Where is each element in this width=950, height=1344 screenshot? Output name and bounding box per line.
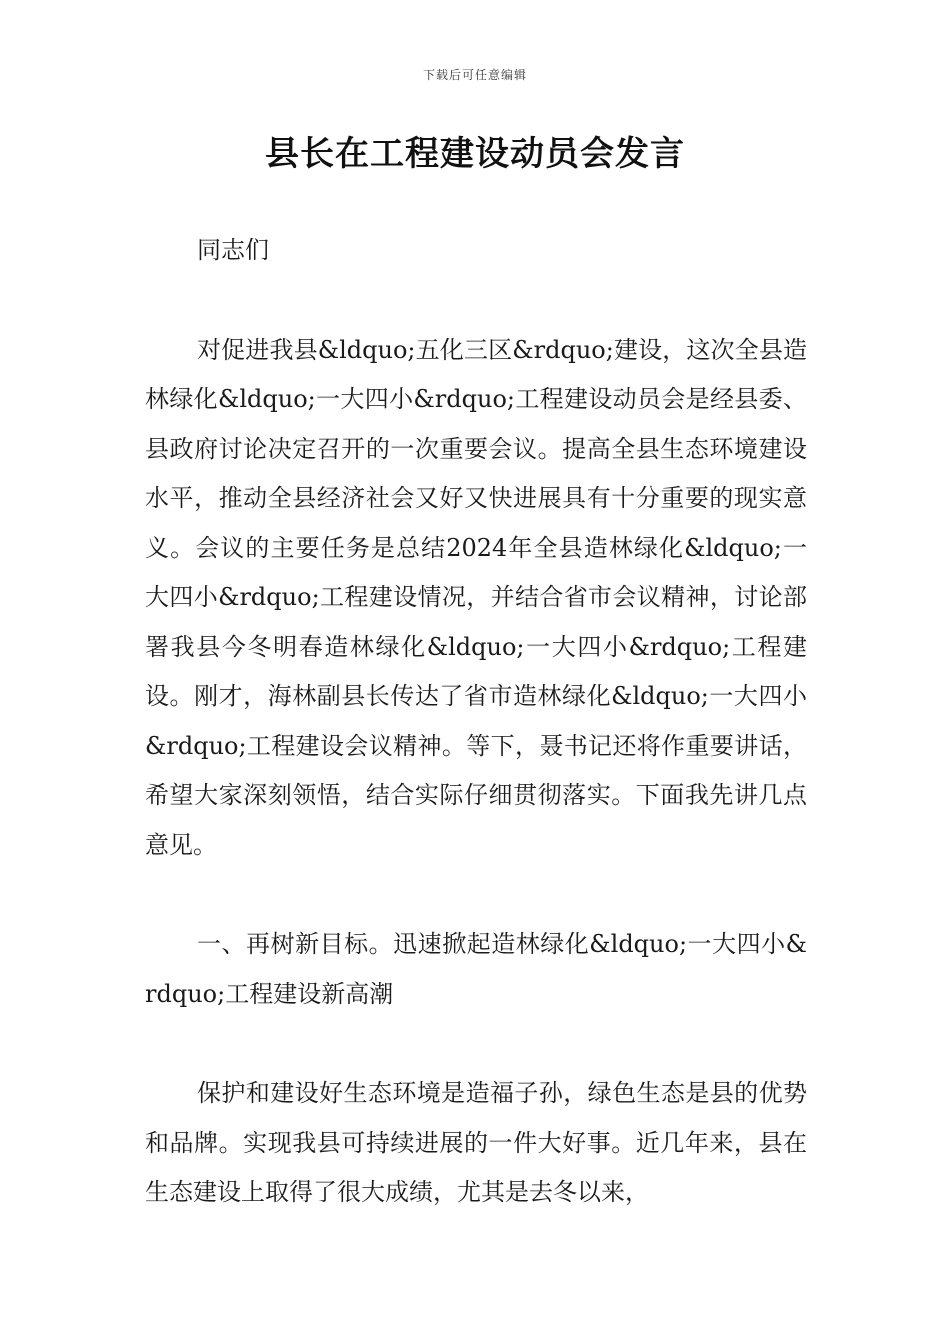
section-heading-1: 一、再树新目标。迅速掀起造林绿化&ldquo;一大四小&rdquo;工程建设新高潮 xyxy=(145,930,807,1008)
paragraph-intro: 对促进我县&ldquo;五化三区&rdquo;建设，这次全县造林绿化&ldquo;一大四小&rdquo;工程建设动员会是经县委、县政府讨论决定召开的一次重要会议。提高全县生态环境建设水平，推动全县经济社会又好又快进展具有十分重要的现实意义。会议的主要任务是总结2024年全县造林绿化&ldquo;一大四小&rdquo;工程建设情况，并结合省市会议精神，讨论部署我县今冬明春造林绿化&ldquo;一大四小&rdquo;工程建设。刚才，海林副县长传达了省市造林绿化&ldquo;一大四小&rdquo;工程建设会议精神。等下，聂书记还将作重要讲话，希望大家深刻领悟，结合实际仔细贯彻落实。下面我先讲几点意见。 xyxy=(145,335,807,859)
document-body xyxy=(145,226,807,1268)
header-note: 下载后可任意编辑 xyxy=(422,68,527,82)
paragraph-section-1: 保护和建设好生态环境是造福子孙，绿色生态是县的优势和品牌。实现我县可持续进展的一件大好事。近几年来，县在生态建设上取得了很大成绩，尤其是去冬以来， xyxy=(145,1079,807,1206)
document-title: 县长在工程建设动员会发言 xyxy=(265,134,685,174)
salutation: 同志们 xyxy=(197,236,269,264)
